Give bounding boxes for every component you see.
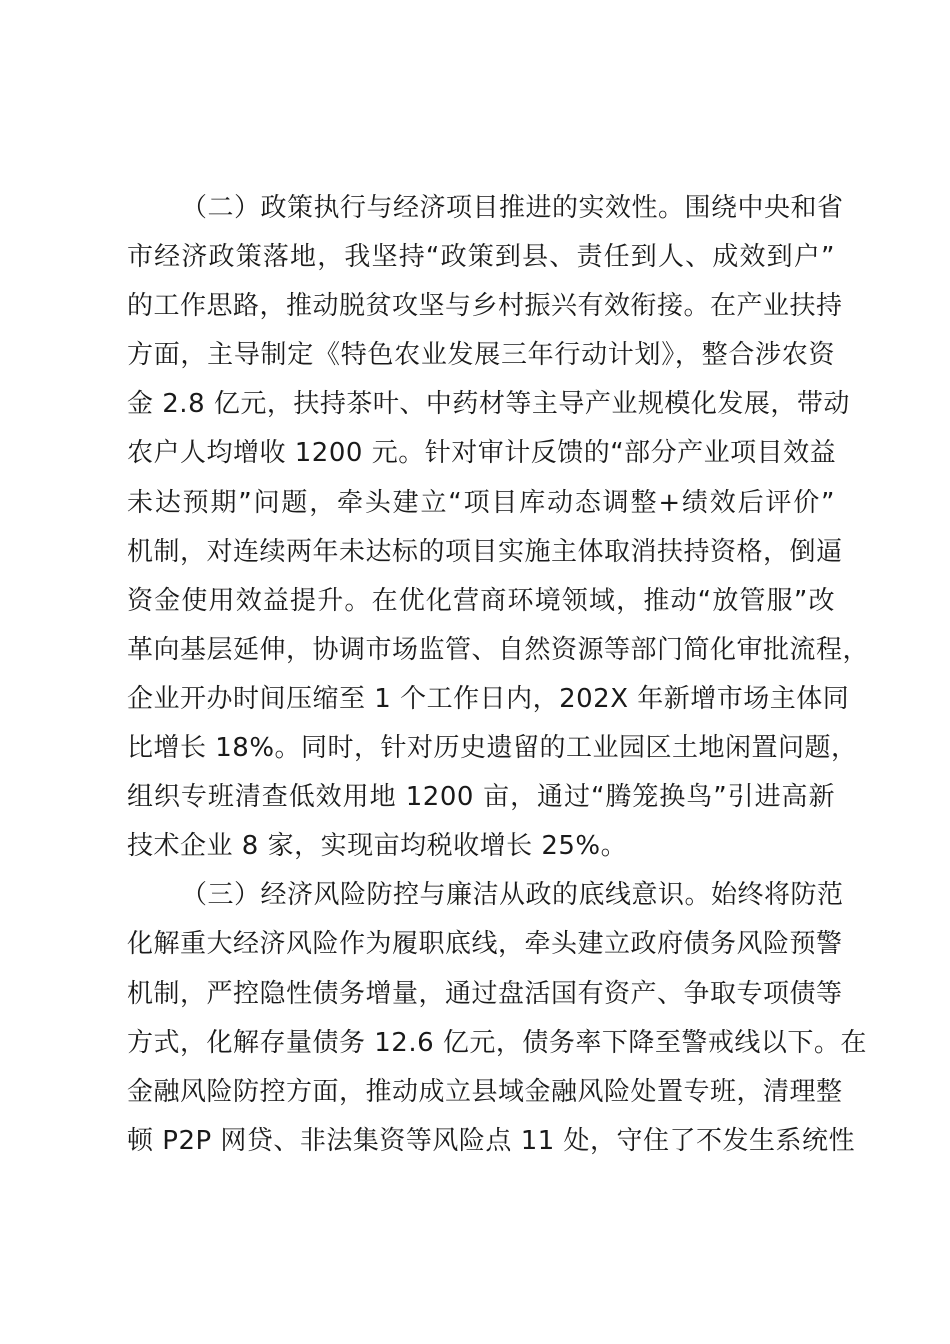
- text-line: 机制，严控隐性债务增量，通过盘活国有资产、争取专项债等: [127, 978, 843, 1009]
- text-line: 未达预期”问题，牵头建立“项目库动态调整+绩效后评价”: [127, 487, 835, 518]
- paragraph-2: [127, 184, 870, 871]
- text-line: 农户人均增收 1200 元。针对审计反馈的“部分产业项目效益: [127, 438, 837, 469]
- text-line: 机制，对连续两年未达标的项目实施主体取消扶持资格，倒逼: [127, 536, 843, 567]
- text-line: 的工作思路，推动脱贫攻坚与乡村振兴有效衔接。在产业扶持: [127, 291, 843, 322]
- document-body: [127, 184, 870, 1166]
- text-line: 技术企业 8 家，实现亩均税收增长 25%。: [127, 831, 628, 862]
- text-line: 方式，化解存量债务 12.6 亿元，债务率下降至警戒线以下。在: [127, 1027, 867, 1058]
- text-line: 组织专班清查低效用地 1200 亩，通过“腾笼换鸟”引进高新: [127, 782, 835, 813]
- text-line: 金融风险防控方面，推动成立县域金融风险处置专班，清理整: [127, 1076, 843, 1107]
- text-line: 比增长 18%。同时，针对历史遗留的工业园区土地闲置问题，: [127, 733, 858, 764]
- text-line: 革向基层延伸，协调市场监管、自然资源等部门简化审批流程，: [127, 634, 870, 665]
- text-line: （二）政策执行与经济项目推进的实效性。围绕中央和省: [181, 193, 844, 223]
- text-line: 顿 P2P 网贷、非法集资等风险点 11 处，守住了不发生系统性: [127, 1125, 856, 1156]
- text-line: 资金使用效益提升。在优化营商环境领域，推动“放管服”改: [127, 585, 835, 616]
- paragraph-3: [127, 871, 867, 1166]
- text-line: 金 2.8 亿元，扶持茶叶、中药材等主导产业规模化发展，带动: [127, 389, 850, 420]
- text-line: 企业开办时间压缩至 1 个工作日内，202X 年新增市场主体同: [127, 683, 850, 714]
- text-line: 市经济政策落地，我坚持“政策到县、责任到人、成效到户”: [127, 242, 835, 273]
- text-line: 化解重大经济风险作为履职底线，牵头建立政府债务风险预警: [127, 929, 843, 960]
- text-line: （三）经济风险防控与廉洁从政的底线意识。始终将防范: [181, 880, 844, 911]
- text-line: 方面，主导制定《特色农业发展三年行动计划》，整合涉农资: [127, 340, 835, 371]
